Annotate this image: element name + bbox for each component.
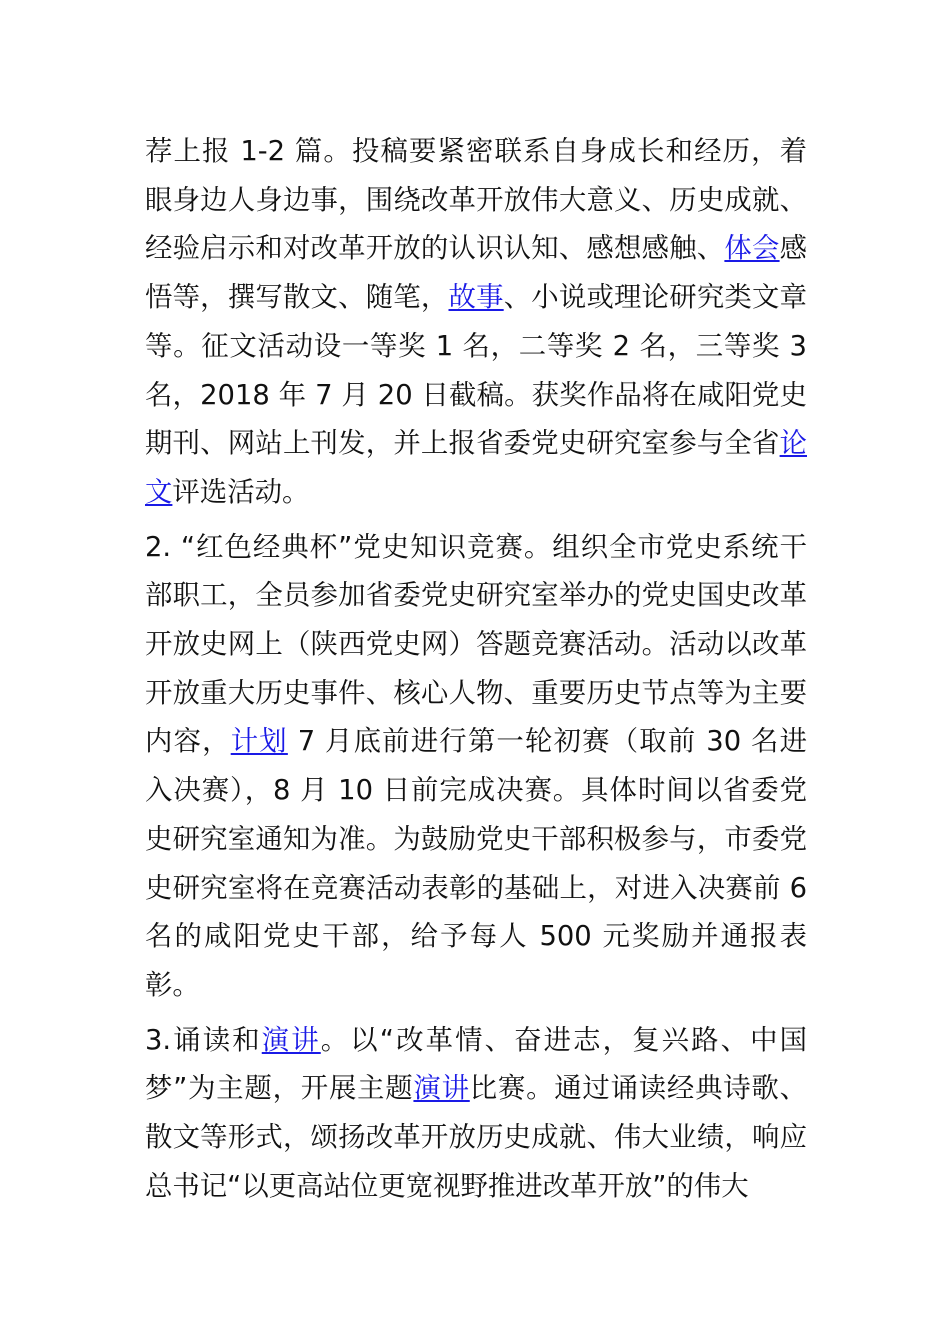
paragraph-knowledge-quiz (145, 524, 807, 1011)
text-run: 比赛。通过诵读经典诗歌、散文等形式，颂扬改革开放历史成就、伟大业绩，响应总书记“以更高站位更宽视野推进改革开放”的伟大 (145, 1073, 807, 1202)
inline-link[interactable]: 计划 (230, 726, 288, 758)
text-run: 3.诵读和 (145, 1024, 262, 1056)
text-run: 荐上报 1-2 篇。投稿要紧密联系自身成长和经历，着眼身边人身边事，围绕改革开放伟大意义、历史成就、经验启示和对改革开放的认识认知、感想感触、 (145, 136, 807, 265)
inline-link[interactable]: 体会 (724, 233, 780, 265)
text-run: 、小说或理论研究类文章等。征文活动设一等奖 1 名，二等奖 2 名，三等奖 3 名，2018 年 7 月 20 日截稿。获奖作品将在咸阳党史期刊、网站上刊发，并上报省委党史研究室参与全省 (145, 282, 807, 460)
text-run: 评选活动。 (172, 476, 310, 508)
text-run: 感悟等，撰写散文、随笔， (145, 233, 807, 314)
inline-link[interactable]: 论文 (145, 428, 807, 508)
text-run: 2. “红色经典杯”党史知识竞赛。组织全市党史系统干部职工，全员参加省委党史研究室举办的党史国史改革开放史网上（陕西党史网）答题竞赛活动。活动以改革开放重大历史事件、核心人物、重要历史节点等为主要内容， (145, 531, 807, 758)
inline-link[interactable]: 故事 (448, 282, 504, 314)
paragraph-essay-contest (145, 128, 807, 518)
inline-link[interactable]: 演讲 (261, 1024, 321, 1056)
inline-link[interactable]: 演讲 (413, 1073, 470, 1105)
text-run: 。以“改革情、奋进志，复兴路、中国梦”为主题，开展主题 (145, 1024, 807, 1105)
paragraph-recitation-speech (145, 1017, 807, 1212)
document-page (145, 128, 807, 1211)
text-run: 7 月底前进行第一轮初赛（取前 30 名进入决赛），8 月 10 日前完成决赛。具体时间以省委党史研究室通知为准。为鼓励党史干部积极参与，市委党史研究室将在竞赛活动表彰的基础上，对进入决赛前 6 名的咸阳党史干部，给予每人 500 元奖励并通报表彰。 (145, 726, 807, 1001)
